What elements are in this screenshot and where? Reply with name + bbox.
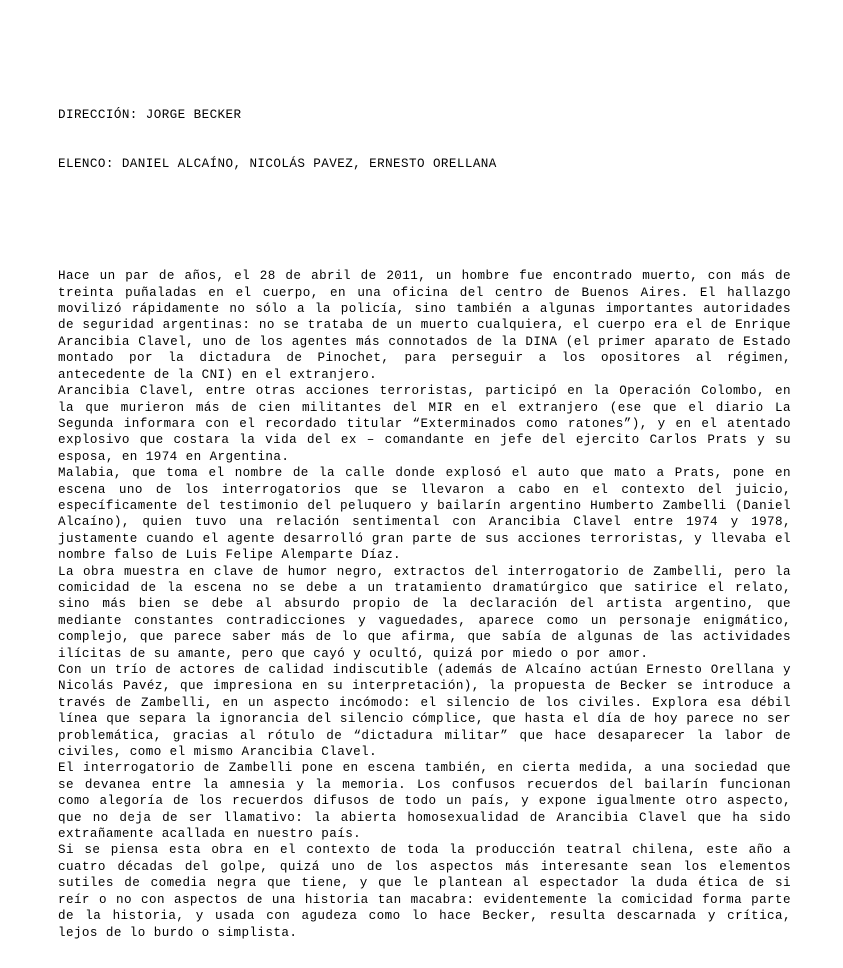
body-copy xyxy=(58,268,791,941)
credit-line-elenco: ELENCO: DANIEL ALCAÍNO, NICOLÁS PAVEZ, ERNESTO ORELLANA xyxy=(58,157,497,172)
paragraph-4: La obra muestra en clave de humor negro, extractos del interrogatorio de Zambelli, pero la comicidad de la escena no se debe a un tratamiento dramatúrgico que satirice el relato, sino más bien se debe al absurdo propio de la declaración del artista argentino, que mediante constantes contradicciones y vaguedades, aparece como un personaje enigmático, complejo, que parece saber más de lo que afirma, que sabía de algunas de las actividades ilícitas de su amante, pero que cayó y ocultó, quizá por miedo o por amor. xyxy=(58,564,791,661)
paragraph-6: El interrogatorio de Zambelli pone en escena también, en cierta medida, a una sociedad que se devanea entre la amnesia y la memoria. Los confusos recuerdos del bailarín funcionan como alegoría de los recuerdos difusos de todo un país, y expone igualmente otro aspecto, que no deja de ser llamativo: la abierta homosexualidad de Arancibia Clavel que ha sido extrañamente acallada en nuestro país. xyxy=(58,761,791,842)
paragraph-5: Con un trío de actores de calidad indiscutible (además de Alcaíno actúan Ernesto Orellana y Nicolás Pavéz, que impresiona en su interpretación), la propuesta de Becker se introduce a través de Zambelli, en un aspecto incómodo: el silencio de los civiles. Explora esa débil línea que separa la ignorancia del silencio cómplice, que hasta el día de hoy parece no ser problemática, gracias al rótulo de “dictadura militar” que hace desaparecer la labor de civiles, como el mismo Arancibia Clavel. xyxy=(58,663,791,760)
paragraph-1: Hace un par de años, el 28 de abril de 2011, un hombre fue encontrado muerto, con más de treinta puñaladas en el cuerpo, en una oficina del centro de Buenos Aires. El hallazgo movilizó rápidamente no sólo a la policía, sino también a algunas importantes autoridades de seguridad argentinas: no se trataba de un muerto cualquiera, el cuerpo era el de Enrique Arancibia Clavel, uno de los agentes más connotados de la DINA (el primer aparato de Estado montado por la dictadura de Pinochet, para perseguir a los opositores al régimen, antecedente de la CNI) en el extranjero. xyxy=(58,269,791,382)
paragraph-2: Arancibia Clavel, entre otras acciones terroristas, participó en la Operación Colombo, en la que murieron más de cien militantes del MIR en el extranjero (ese que el diario La Segunda informara con el recordado titular “Exterminados como ratones”), y en el atentado explosivo que costara la vida del ex – comandante en jefe del ejercito Carlos Prats y su esposa, en 1974 en Argentina. xyxy=(58,384,791,464)
document-content xyxy=(58,74,791,941)
paragraph-3: Malabia, que toma el nombre de la calle donde explosó el auto que mato a Prats, pone en escena uno de los interrogatorios que se llevaron a cabo en el contexto del juicio, específicamente del testimonio del peluquero y bailarín argentino Humberto Zambelli (Daniel Alcaíno), quien tuvo una relación sentimental con Arancibia Clavel entre 1974 y 1978, justamente cuando el agente desarrolló gran parte de sus acciones terroristas, y llevaba el nombre falso de Luis Felipe Alemparte Díaz. xyxy=(58,466,791,563)
credit-line-direccion: DIRECCIÓN: JORGE BECKER xyxy=(58,107,242,122)
paragraph-7: Si se piensa esta obra en el contexto de toda la producción teatral chilena, este año a cuatro décadas del golpe, quizá uno de los aspectos más interesante sean los elementos sutiles de comedia negra que tiene, y que le plantean al espectador la duda ética de si reír o no con aspectos de una historia tan macabra: evidentemente la comicidad forma parte de la historia, y usada con agudeza como lo hace Becker, resulta descarnada y crítica, lejos de lo burdo o simplista. xyxy=(58,843,791,940)
credits-block xyxy=(58,74,791,205)
